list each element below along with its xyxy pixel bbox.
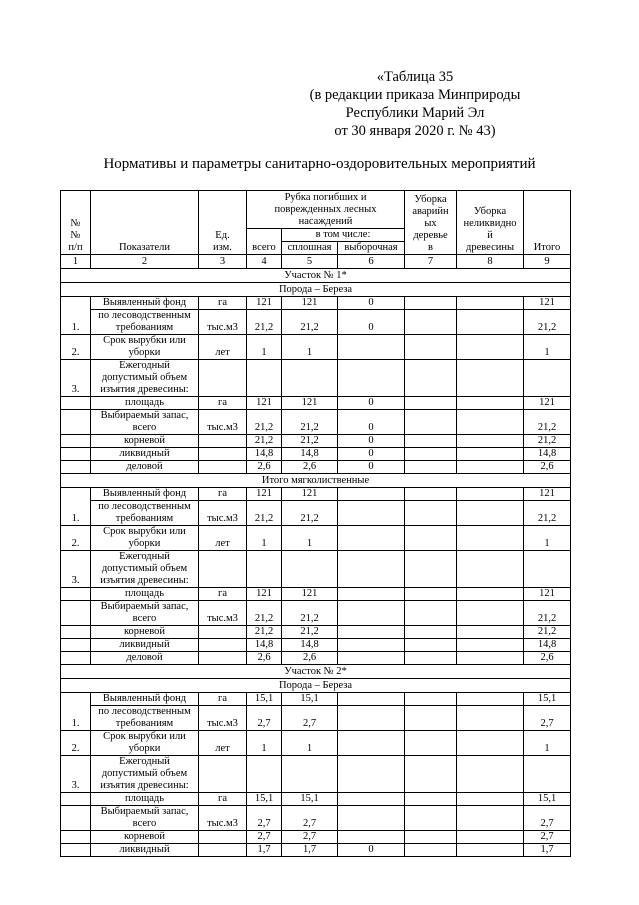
cell-emergency <box>405 461 457 474</box>
cell-indicator: ликвидный <box>91 448 199 461</box>
cell-illiquid <box>457 831 524 844</box>
cell-indicator: Выбираемый запас, всего <box>91 806 199 831</box>
section-row <box>61 679 571 693</box>
row-number: 1. <box>61 488 91 526</box>
cell-total: 1,7 <box>247 844 282 857</box>
cell-grand-total: 21,2 <box>524 310 571 335</box>
section-row <box>61 665 571 679</box>
cell-selective <box>338 501 405 526</box>
row-number <box>61 448 91 461</box>
cell-illiquid <box>457 448 524 461</box>
cell-solid: 2,7 <box>282 831 338 844</box>
cell-emergency <box>405 693 457 706</box>
cell-indicator: по лесоводственным требованиям <box>91 706 199 731</box>
cell-grand-total: 15,1 <box>524 693 571 706</box>
cell-grand-total: 2,6 <box>524 652 571 665</box>
cell-illiquid <box>457 639 524 652</box>
cell-selective: 0 <box>338 461 405 474</box>
table-row <box>61 844 571 857</box>
table-row <box>61 448 571 461</box>
cell-illiquid <box>457 588 524 601</box>
row-number <box>61 639 91 652</box>
cell-total: 2,6 <box>247 652 282 665</box>
row-number <box>61 831 91 844</box>
cell-unit <box>199 551 247 588</box>
row-number: 3. <box>61 551 91 588</box>
cell-emergency <box>405 310 457 335</box>
cell-illiquid <box>457 806 524 831</box>
cell-emergency <box>405 501 457 526</box>
section-row <box>61 283 571 297</box>
col-number: 6 <box>338 255 405 269</box>
cell-unit: тыс.м3 <box>199 706 247 731</box>
cell-solid: 21,2 <box>282 501 338 526</box>
section-title: Итого мягколиственные <box>61 474 571 488</box>
table-row <box>61 588 571 601</box>
table-reference-header <box>290 68 540 140</box>
cell-emergency <box>405 731 457 756</box>
cell-solid: 2,6 <box>282 652 338 665</box>
cell-solid: 21,2 <box>282 310 338 335</box>
table-row <box>61 397 571 410</box>
cell-grand-total <box>524 551 571 588</box>
table-row <box>61 793 571 806</box>
cell-illiquid <box>457 397 524 410</box>
cell-solid <box>282 360 338 397</box>
cell-grand-total: 1,7 <box>524 844 571 857</box>
table-row <box>61 360 571 397</box>
cell-illiquid <box>457 731 524 756</box>
cell-indicator: Выбираемый запас, всего <box>91 601 199 626</box>
section-row <box>61 474 571 488</box>
section-title: Порода – Береза <box>61 679 571 693</box>
col-number: 9 <box>524 255 571 269</box>
cell-total: 14,8 <box>247 448 282 461</box>
header-line-4: от 30 января 2020 г. № 43) <box>334 123 496 139</box>
cell-grand-total: 1 <box>524 731 571 756</box>
cell-indicator: площадь <box>91 588 199 601</box>
cell-solid: 2,7 <box>282 806 338 831</box>
cell-unit <box>199 435 247 448</box>
table-row <box>61 310 571 335</box>
header-line-2: (в редакции приказа Минприроды <box>309 87 521 103</box>
col-number: 7 <box>405 255 457 269</box>
header-illiquid: Уборка неликвидно й древесины <box>457 191 524 255</box>
cell-indicator: Срок вырубки или уборки <box>91 731 199 756</box>
cell-indicator: площадь <box>91 397 199 410</box>
cell-unit: тыс.м3 <box>199 601 247 626</box>
cell-total: 21,2 <box>247 601 282 626</box>
section-title: Участок № 2* <box>61 665 571 679</box>
cell-unit: лет <box>199 731 247 756</box>
row-number: 2. <box>61 526 91 551</box>
cell-emergency <box>405 526 457 551</box>
col-number: 2 <box>91 255 199 269</box>
cell-selective: 0 <box>338 310 405 335</box>
cell-unit: тыс.м3 <box>199 501 247 526</box>
cell-grand-total: 15,1 <box>524 793 571 806</box>
cell-selective: 0 <box>338 435 405 448</box>
cell-indicator: корневой <box>91 626 199 639</box>
header-including: в том числе: <box>282 229 405 242</box>
cell-indicator: Выбираемый запас, всего <box>91 410 199 435</box>
cell-illiquid <box>457 297 524 310</box>
cell-total: 121 <box>247 297 282 310</box>
cell-selective <box>338 335 405 360</box>
cell-selective <box>338 626 405 639</box>
row-number <box>61 806 91 831</box>
table-row <box>61 335 571 360</box>
row-number <box>61 410 91 435</box>
row-number <box>61 844 91 857</box>
cell-unit <box>199 639 247 652</box>
cell-illiquid <box>457 706 524 731</box>
col-number: 3 <box>199 255 247 269</box>
cell-selective: 0 <box>338 297 405 310</box>
cell-solid: 2,6 <box>282 461 338 474</box>
cell-indicator: по лесоводственным требованиям <box>91 310 199 335</box>
cell-total: 1 <box>247 731 282 756</box>
cell-grand-total: 2,7 <box>524 706 571 731</box>
cell-illiquid <box>457 435 524 448</box>
cell-illiquid <box>457 601 524 626</box>
header-indicator: Показатели <box>91 191 199 255</box>
row-number: 3. <box>61 360 91 397</box>
header-unit: Ед. изм. <box>199 191 247 255</box>
header-num: № № п/п <box>61 191 91 255</box>
table-row <box>61 435 571 448</box>
cell-selective <box>338 652 405 665</box>
cell-illiquid <box>457 526 524 551</box>
cell-unit <box>199 461 247 474</box>
cell-unit: га <box>199 693 247 706</box>
cell-unit: тыс.м3 <box>199 806 247 831</box>
cell-unit: га <box>199 488 247 501</box>
cell-total: 2,7 <box>247 706 282 731</box>
row-number: 3. <box>61 756 91 793</box>
cell-emergency <box>405 335 457 360</box>
cell-emergency <box>405 488 457 501</box>
row-number <box>61 461 91 474</box>
cell-total: 21,2 <box>247 435 282 448</box>
cell-emergency <box>405 551 457 588</box>
table-row <box>61 488 571 501</box>
cell-indicator: деловой <box>91 461 199 474</box>
cell-unit <box>199 756 247 793</box>
cell-illiquid <box>457 756 524 793</box>
cell-indicator: Выявленный фонд <box>91 297 199 310</box>
cell-unit: лет <box>199 335 247 360</box>
cell-solid <box>282 551 338 588</box>
row-number <box>61 435 91 448</box>
table-row <box>61 806 571 831</box>
cell-illiquid <box>457 310 524 335</box>
cell-illiquid <box>457 844 524 857</box>
cell-total: 21,2 <box>247 410 282 435</box>
cell-total: 15,1 <box>247 793 282 806</box>
cell-selective <box>338 831 405 844</box>
cell-emergency <box>405 626 457 639</box>
table-row <box>61 831 571 844</box>
cell-solid: 15,1 <box>282 793 338 806</box>
cell-illiquid <box>457 693 524 706</box>
table-row <box>61 693 571 706</box>
col-number: 4 <box>247 255 282 269</box>
cell-emergency <box>405 706 457 731</box>
section-title: Порода – Береза <box>61 283 571 297</box>
row-number: 2. <box>61 335 91 360</box>
cell-solid: 1 <box>282 335 338 360</box>
cell-grand-total: 21,2 <box>524 501 571 526</box>
header-grand-total: Итого <box>524 191 571 255</box>
table-row <box>61 551 571 588</box>
cell-selective <box>338 601 405 626</box>
header-solid: сплошная <box>282 242 338 255</box>
cell-emergency <box>405 652 457 665</box>
cell-emergency <box>405 793 457 806</box>
cell-unit: га <box>199 793 247 806</box>
table-row <box>61 461 571 474</box>
cell-grand-total: 21,2 <box>524 435 571 448</box>
cell-total: 14,8 <box>247 639 282 652</box>
row-number <box>61 793 91 806</box>
cell-grand-total <box>524 756 571 793</box>
cell-selective: 0 <box>338 844 405 857</box>
table-row <box>61 639 571 652</box>
cell-solid: 21,2 <box>282 601 338 626</box>
norms-table <box>60 190 571 857</box>
table-body <box>61 269 571 857</box>
cell-selective <box>338 706 405 731</box>
cell-total: 121 <box>247 397 282 410</box>
cell-total: 121 <box>247 588 282 601</box>
cell-emergency <box>405 588 457 601</box>
cell-indicator: Ежегодный допустимый объем изъятия древесины: <box>91 756 199 793</box>
cell-solid: 121 <box>282 488 338 501</box>
cell-grand-total: 21,2 <box>524 410 571 435</box>
cell-grand-total: 121 <box>524 397 571 410</box>
cell-grand-total: 14,8 <box>524 448 571 461</box>
cell-solid: 21,2 <box>282 435 338 448</box>
table-row <box>61 526 571 551</box>
cell-selective <box>338 551 405 588</box>
cell-illiquid <box>457 501 524 526</box>
cell-unit <box>199 831 247 844</box>
cell-illiquid <box>457 461 524 474</box>
header-felling: Рубка погибших и поврежденных лесных насаждений <box>247 191 405 229</box>
cell-emergency <box>405 297 457 310</box>
row-number <box>61 397 91 410</box>
cell-emergency <box>405 397 457 410</box>
cell-illiquid <box>457 626 524 639</box>
row-number: 2. <box>61 731 91 756</box>
cell-unit: га <box>199 397 247 410</box>
cell-unit: га <box>199 588 247 601</box>
cell-emergency <box>405 831 457 844</box>
cell-emergency <box>405 639 457 652</box>
cell-total: 21,2 <box>247 501 282 526</box>
cell-selective: 0 <box>338 397 405 410</box>
cell-emergency <box>405 448 457 461</box>
cell-indicator: Выявленный фонд <box>91 488 199 501</box>
cell-total: 21,2 <box>247 310 282 335</box>
cell-illiquid <box>457 551 524 588</box>
row-number <box>61 652 91 665</box>
cell-grand-total: 2,7 <box>524 831 571 844</box>
cell-solid <box>282 756 338 793</box>
cell-total <box>247 756 282 793</box>
cell-total: 15,1 <box>247 693 282 706</box>
cell-total: 1 <box>247 335 282 360</box>
table-row <box>61 410 571 435</box>
cell-selective <box>338 731 405 756</box>
cell-indicator: по лесоводственным требованиям <box>91 501 199 526</box>
cell-grand-total: 121 <box>524 588 571 601</box>
cell-grand-total: 121 <box>524 297 571 310</box>
table-row <box>61 731 571 756</box>
table-row <box>61 501 571 526</box>
cell-indicator: Срок вырубки или уборки <box>91 335 199 360</box>
cell-selective <box>338 526 405 551</box>
cell-total: 121 <box>247 488 282 501</box>
header-selective: выборочная <box>338 242 405 255</box>
cell-unit <box>199 652 247 665</box>
cell-selective: 0 <box>338 410 405 435</box>
header-line-3: Республики Марий Эл <box>345 105 485 121</box>
cell-indicator: площадь <box>91 793 199 806</box>
document-title: Нормативы и параметры санитарно-оздоровительных мероприятий <box>103 156 536 172</box>
cell-selective <box>338 639 405 652</box>
row-number <box>61 588 91 601</box>
row-number <box>61 626 91 639</box>
cell-grand-total: 121 <box>524 488 571 501</box>
cell-indicator: ликвидный <box>91 844 199 857</box>
cell-unit <box>199 844 247 857</box>
cell-grand-total: 1 <box>524 335 571 360</box>
section-title: Участок № 1* <box>61 269 571 283</box>
table-row <box>61 706 571 731</box>
cell-solid: 21,2 <box>282 626 338 639</box>
section-row <box>61 269 571 283</box>
cell-solid: 1 <box>282 731 338 756</box>
cell-unit: тыс.м3 <box>199 410 247 435</box>
cell-illiquid <box>457 488 524 501</box>
cell-emergency <box>405 601 457 626</box>
cell-total: 2,7 <box>247 806 282 831</box>
cell-illiquid <box>457 652 524 665</box>
cell-solid: 121 <box>282 297 338 310</box>
cell-grand-total: 21,2 <box>524 601 571 626</box>
cell-solid: 1,7 <box>282 844 338 857</box>
cell-unit <box>199 626 247 639</box>
cell-emergency <box>405 756 457 793</box>
cell-indicator: корневой <box>91 831 199 844</box>
row-number <box>61 601 91 626</box>
cell-solid: 14,8 <box>282 448 338 461</box>
header-total-col: всего <box>247 229 282 255</box>
cell-unit <box>199 448 247 461</box>
cell-unit <box>199 360 247 397</box>
table-row <box>61 601 571 626</box>
cell-selective <box>338 488 405 501</box>
cell-unit: га <box>199 297 247 310</box>
cell-emergency <box>405 806 457 831</box>
cell-solid: 21,2 <box>282 410 338 435</box>
header-line-1: «Таблица 35 <box>376 69 454 85</box>
cell-emergency <box>405 435 457 448</box>
cell-selective <box>338 588 405 601</box>
cell-solid: 121 <box>282 588 338 601</box>
cell-solid: 121 <box>282 397 338 410</box>
cell-unit: лет <box>199 526 247 551</box>
cell-illiquid <box>457 793 524 806</box>
cell-total: 2,7 <box>247 831 282 844</box>
table-row <box>61 626 571 639</box>
cell-grand-total <box>524 360 571 397</box>
cell-indicator: Ежегодный допустимый объем изъятия древесины: <box>91 551 199 588</box>
cell-total <box>247 551 282 588</box>
cell-solid: 2,7 <box>282 706 338 731</box>
cell-total <box>247 360 282 397</box>
table-row <box>61 297 571 310</box>
table-row <box>61 756 571 793</box>
cell-emergency <box>405 844 457 857</box>
cell-solid: 14,8 <box>282 639 338 652</box>
cell-indicator: ликвидный <box>91 639 199 652</box>
cell-solid: 1 <box>282 526 338 551</box>
cell-total: 21,2 <box>247 626 282 639</box>
cell-grand-total: 2,7 <box>524 806 571 831</box>
cell-indicator: Выявленный фонд <box>91 693 199 706</box>
cell-grand-total: 21,2 <box>524 626 571 639</box>
header-emergency: Уборка аварийн ых деревье в <box>405 191 457 255</box>
cell-selective <box>338 756 405 793</box>
cell-illiquid <box>457 360 524 397</box>
cell-selective <box>338 793 405 806</box>
col-number: 5 <box>282 255 338 269</box>
cell-emergency <box>405 410 457 435</box>
cell-illiquid <box>457 335 524 360</box>
cell-indicator: Ежегодный допустимый объем изъятия древесины: <box>91 360 199 397</box>
table-row <box>61 652 571 665</box>
cell-total: 2,6 <box>247 461 282 474</box>
cell-total: 1 <box>247 526 282 551</box>
cell-indicator: корневой <box>91 435 199 448</box>
row-number: 1. <box>61 693 91 731</box>
col-number: 8 <box>457 255 524 269</box>
cell-indicator: Срок вырубки или уборки <box>91 526 199 551</box>
cell-selective <box>338 806 405 831</box>
cell-emergency <box>405 360 457 397</box>
cell-selective: 0 <box>338 448 405 461</box>
cell-grand-total: 14,8 <box>524 639 571 652</box>
cell-selective <box>338 360 405 397</box>
row-number: 1. <box>61 297 91 335</box>
cell-indicator: деловой <box>91 652 199 665</box>
cell-solid: 15,1 <box>282 693 338 706</box>
cell-grand-total: 1 <box>524 526 571 551</box>
cell-selective <box>338 693 405 706</box>
cell-unit: тыс.м3 <box>199 310 247 335</box>
cell-grand-total: 2,6 <box>524 461 571 474</box>
column-number-row <box>61 255 571 269</box>
cell-illiquid <box>457 410 524 435</box>
col-number: 1 <box>61 255 91 269</box>
